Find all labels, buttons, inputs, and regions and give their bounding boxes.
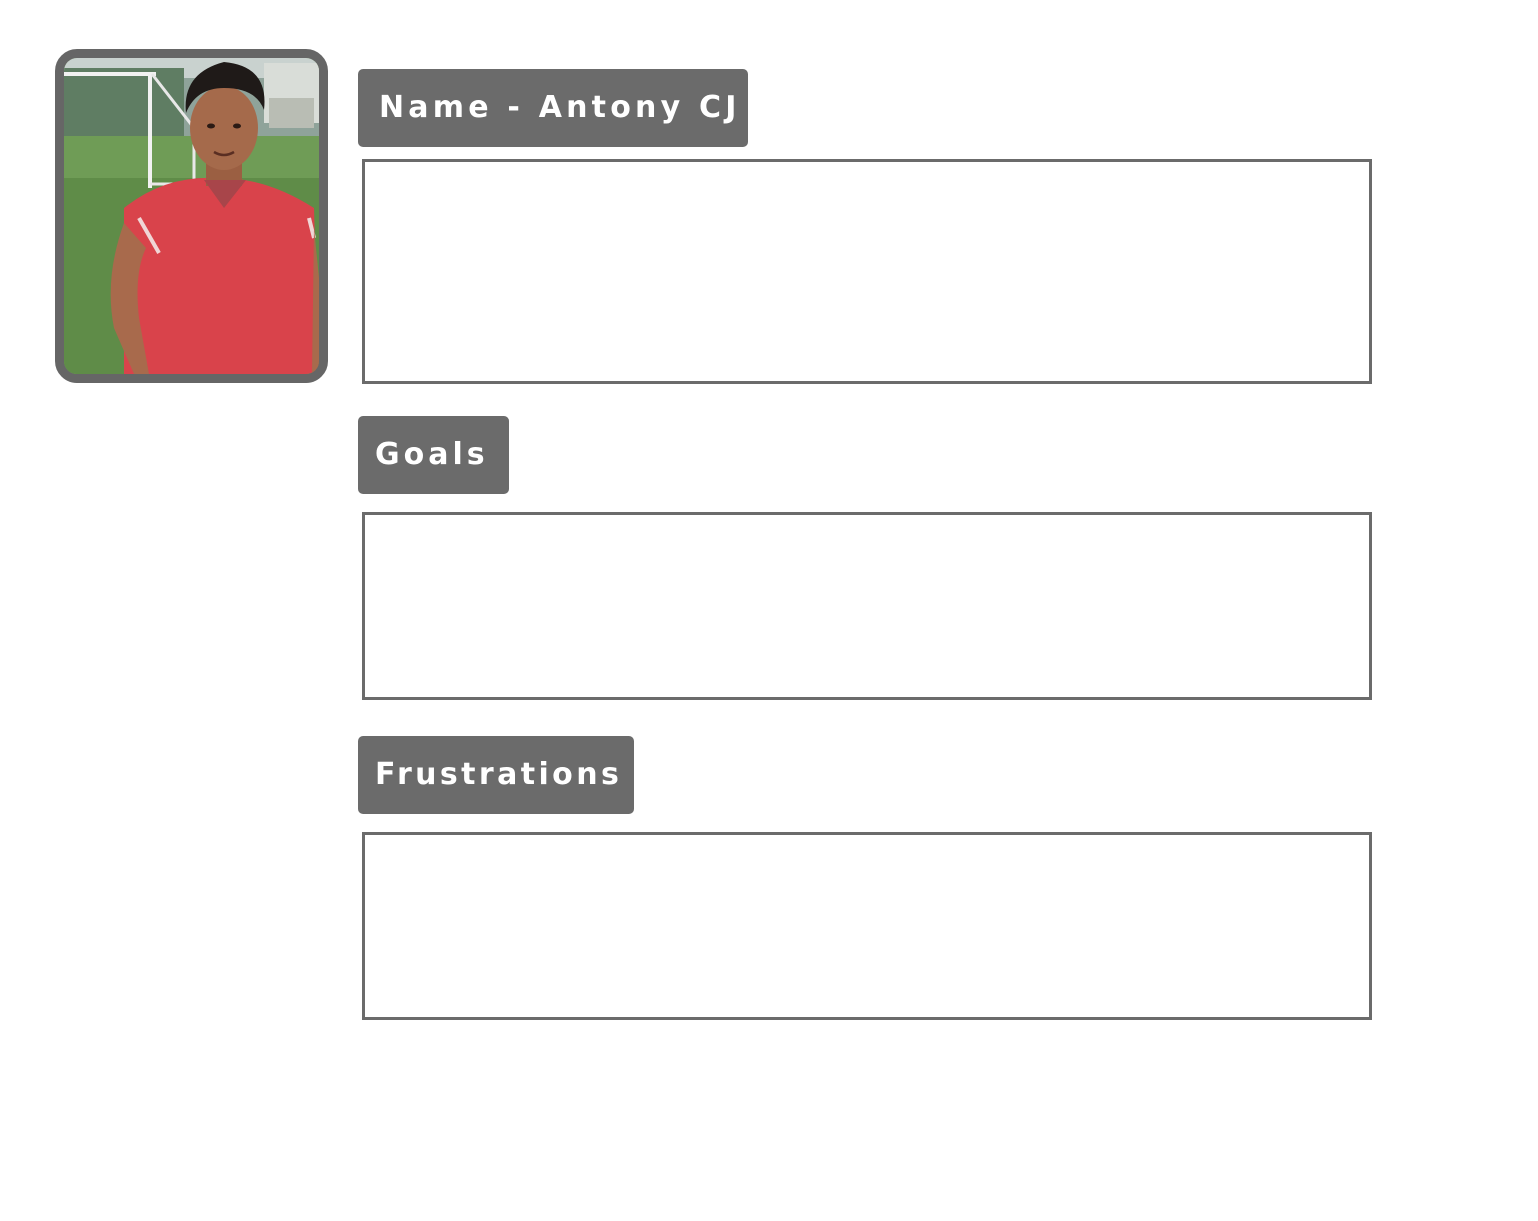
frustrations-box[interactable] — [362, 832, 1372, 1020]
goals-box[interactable] — [362, 512, 1372, 700]
goals-label: Goals — [358, 416, 509, 494]
name-description-box[interactable] — [362, 159, 1372, 384]
profile-photo — [55, 49, 328, 383]
profile-photo-illustration — [64, 58, 319, 374]
name-label: Name - Antony CJ — [358, 69, 748, 147]
frustrations-label: Frustrations — [358, 736, 634, 814]
